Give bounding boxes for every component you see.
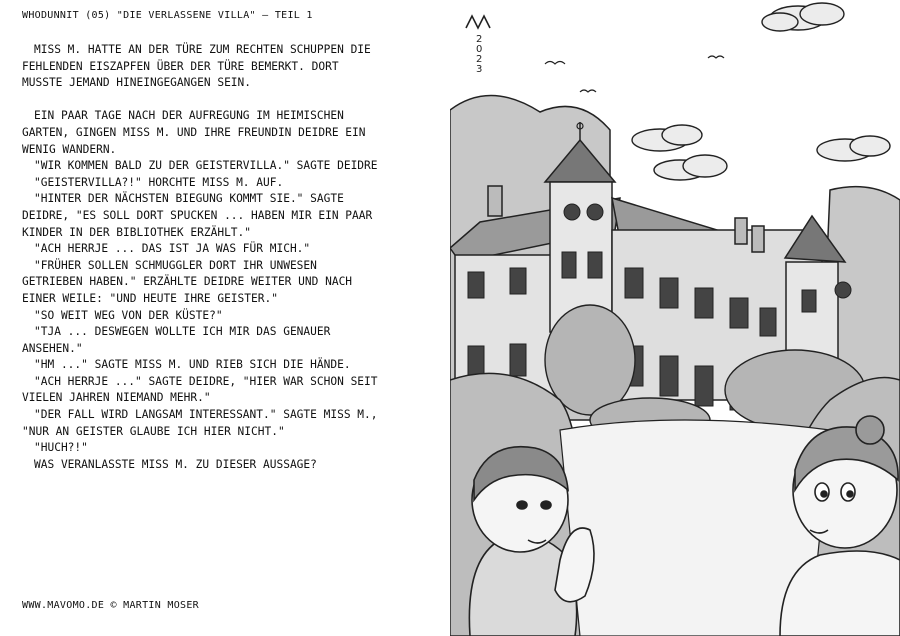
dialogue-line: "HINTER DER NÄCHSTEN BIEGUNG KOMMT SIE." SAGTE [34,192,344,206]
signature-mark [462,14,498,74]
signature-digit: 3 [476,64,483,74]
dialogue-line: "FRÜHER SOLLEN SCHMUGGLER DORT IHR UNWESEN [34,258,317,272]
dialogue-line: "NUR AN GEISTER GLAUBE ICH HIER NICHT." [22,424,285,438]
dialogue-line: "GEISTERVILLA?!" HORCHTE MISS M. AUF. [34,175,284,189]
story-line: EIN PAAR TAGE NACH DER AUFREGUNG IM HEIMISCHEN [34,109,344,123]
story-line: FEHLENDEN EISZAPFEN ÜBER DER TÜRE BEMERKT. DORT [22,59,339,73]
dialogue-line: "HM ..." SAGTE MISS M. UND RIEB SICH DIE HÄNDE. [34,358,351,372]
story-text [22,42,422,473]
credit-footer: WWW.MAVOMO.DE © MARTIN MOSER [22,600,199,611]
dialogue-line: "ACH HERRJE ... DAS IST JA WAS FÜR MICH." [34,242,311,256]
dialogue-line: ANSEHEN." [22,341,83,355]
signature-digit: 0 [476,44,483,55]
dialogue-line: "TJA ... DESWEGEN WOLLTE ICH MIR DAS GENAUER [34,325,331,339]
signature-digit: 2 [476,34,483,45]
dialogue-line: "WIR KOMMEN BALD ZU DER GEISTERVILLA." SAGTE DEIDRE [34,159,378,173]
villa-illustration [450,0,900,636]
dialogue-line: "DER FALL WIRD LANGSAM INTERESSANT." SAGTE MISS M., [34,408,378,422]
dialogue-line: GETRIEBEN HABEN." ERZÄHLTE DEIDRE WEITER UND NACH [22,275,353,289]
story-line: GARTEN, GINGEN MISS M. UND IHRE FREUNDIN DEIDRE EIN [22,125,366,139]
dialogue-line: EINER WEILE: "UND HEUTE IHRE GEISTER." [22,291,278,305]
illustration-panel [450,0,900,636]
dialogue-line: KINDER IN DER BIBLIOTHEK ERZÄHLT." [22,225,252,239]
signature-digit: 2 [476,54,483,65]
artist-signature [462,14,498,74]
story-line: MUSSTE JEMAND HINEINGEGANGEN SEIN. [22,76,252,90]
dialogue-line: "SO WEIT WEG VON DER KÜSTE?" [34,308,223,322]
dialogue-line: VIELEN JAHREN NIEMAND MEHR." [22,391,211,405]
story-line: MISS M. HATTE AN DER TÜRE ZUM RECHTEN SCHUPPEN DIE [34,43,371,56]
dialogue-line: DEIDRE, "ES SOLL DORT SPUCKEN ... HABEN MIR EIN PAAR [22,208,373,222]
story-line: WENIG WANDERN. [22,142,117,156]
page-header: WHODUNNIT (05) "DIE VERLASSENE VILLA" – TEIL 1 [22,10,313,21]
dialogue-line: "ACH HERRJE ..." SAGTE DEIDRE, "HIER WAR SCHON SEIT [34,374,378,388]
riddle-question: WAS VERANLASSTE MISS M. ZU DIESER AUSSAGE? [34,457,317,471]
dialogue-line: "HUCH?!" [34,441,88,455]
